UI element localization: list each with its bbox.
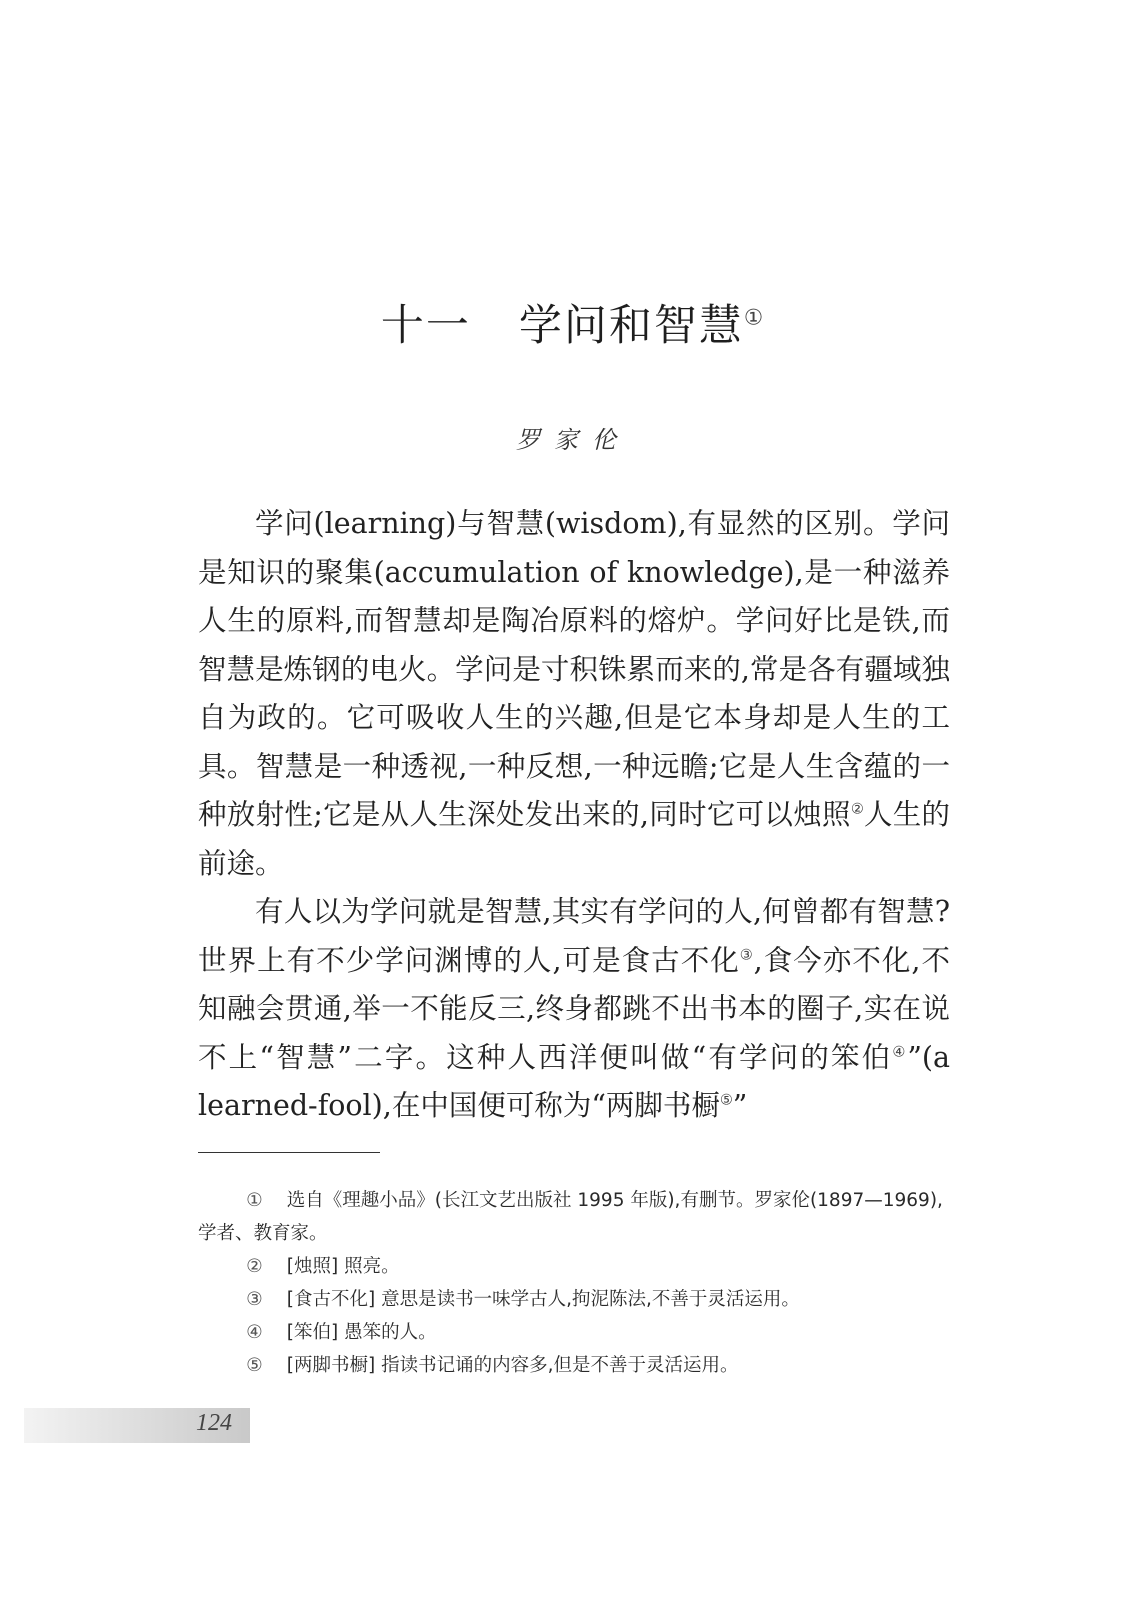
paragraph-2 <box>198 888 950 1131</box>
footnote-mark: ③ <box>246 1289 263 1310</box>
footnote-mark: ② <box>246 1256 263 1277</box>
footnote-ref-3: ③ <box>739 947 754 963</box>
footnote-text: [烛照] 照亮。 <box>286 1256 400 1277</box>
paragraph-1-text-a: 学问(learning)与智慧(wisdom),有显然的区别。学问是知识的聚集(accumulation of knowledge),是一种滋养人生的原料,而智慧却是陶冶原料的熔炉。学问好比是铁,而智慧是炼钢的电火。学问是寸积铢累而来的,常是各有疆域独自为政的。它可吸收人生的兴趣,但是它本身却是人生的工具。智慧是一种透视,一种反想,一种远瞻;它是人生含蕴的一种放射性;它是从人生深处发出来的,同时它可以烛照 <box>198 507 950 831</box>
footnote-divider <box>198 1152 380 1153</box>
paragraph-2-text-c: ”(a learned-fool),在中国便可称为“两脚书橱 <box>198 1040 950 1122</box>
footnote-text: 选自《理趣小品》(长江文艺出版社 1995 年版),有删节。罗家伦(1897—1969),学者、教育家。 <box>198 1190 943 1244</box>
footnote-text: [食古不化] 意思是读书一味学古人,拘泥陈法,不善于灵活运用。 <box>286 1289 800 1310</box>
footnote-text: [笨伯] 愚笨的人。 <box>286 1322 437 1343</box>
footnote-mark: ① <box>246 1190 263 1211</box>
author-name: 罗家伦 <box>516 426 630 454</box>
page-number-tab <box>24 1408 250 1443</box>
footnote-4 <box>198 1316 950 1349</box>
page-number: 124 <box>196 1410 232 1436</box>
paragraph-2-text-b: ,食今亦不化,不知融会贯通,举一不能反三,终身都跳不出书本的圈子,实在说不上“智慧”二字。这种人西洋便叫做“有学问的笨伯 <box>198 943 951 1074</box>
footnotes <box>198 1184 950 1382</box>
footnote-ref-4: ④ <box>892 1044 908 1060</box>
footnote-5 <box>198 1349 950 1382</box>
paragraph-2-text-d: ” <box>732 1089 748 1122</box>
footnote-text: [两脚书橱] 指读书记诵的内容多,但是不善于灵活运用。 <box>286 1355 739 1376</box>
footnote-mark: ④ <box>246 1322 263 1343</box>
paragraph-1-text-b: 人生的前途。 <box>198 798 950 880</box>
footnote-1 <box>198 1184 950 1250</box>
footnote-ref-2: ② <box>850 801 864 818</box>
body-text <box>198 500 950 1131</box>
chapter-title-text: 学问和智慧 <box>518 301 744 351</box>
title-footnote-ref: ① <box>743 305 766 331</box>
footnote-mark: ⑤ <box>246 1355 263 1376</box>
footnote-ref-5: ⑤ <box>719 1092 733 1109</box>
paragraph-1 <box>198 500 950 888</box>
footnote-3 <box>198 1283 950 1316</box>
chapter-number: 十一 <box>380 301 471 351</box>
footnote-2 <box>198 1250 950 1283</box>
chapter-title <box>0 292 1146 353</box>
paragraph-2-text-a: 有人以为学问就是智慧,其实有学问的人,何曾都有智慧?世界上有不少学问渊博的人,可是食古不化 <box>198 895 950 977</box>
